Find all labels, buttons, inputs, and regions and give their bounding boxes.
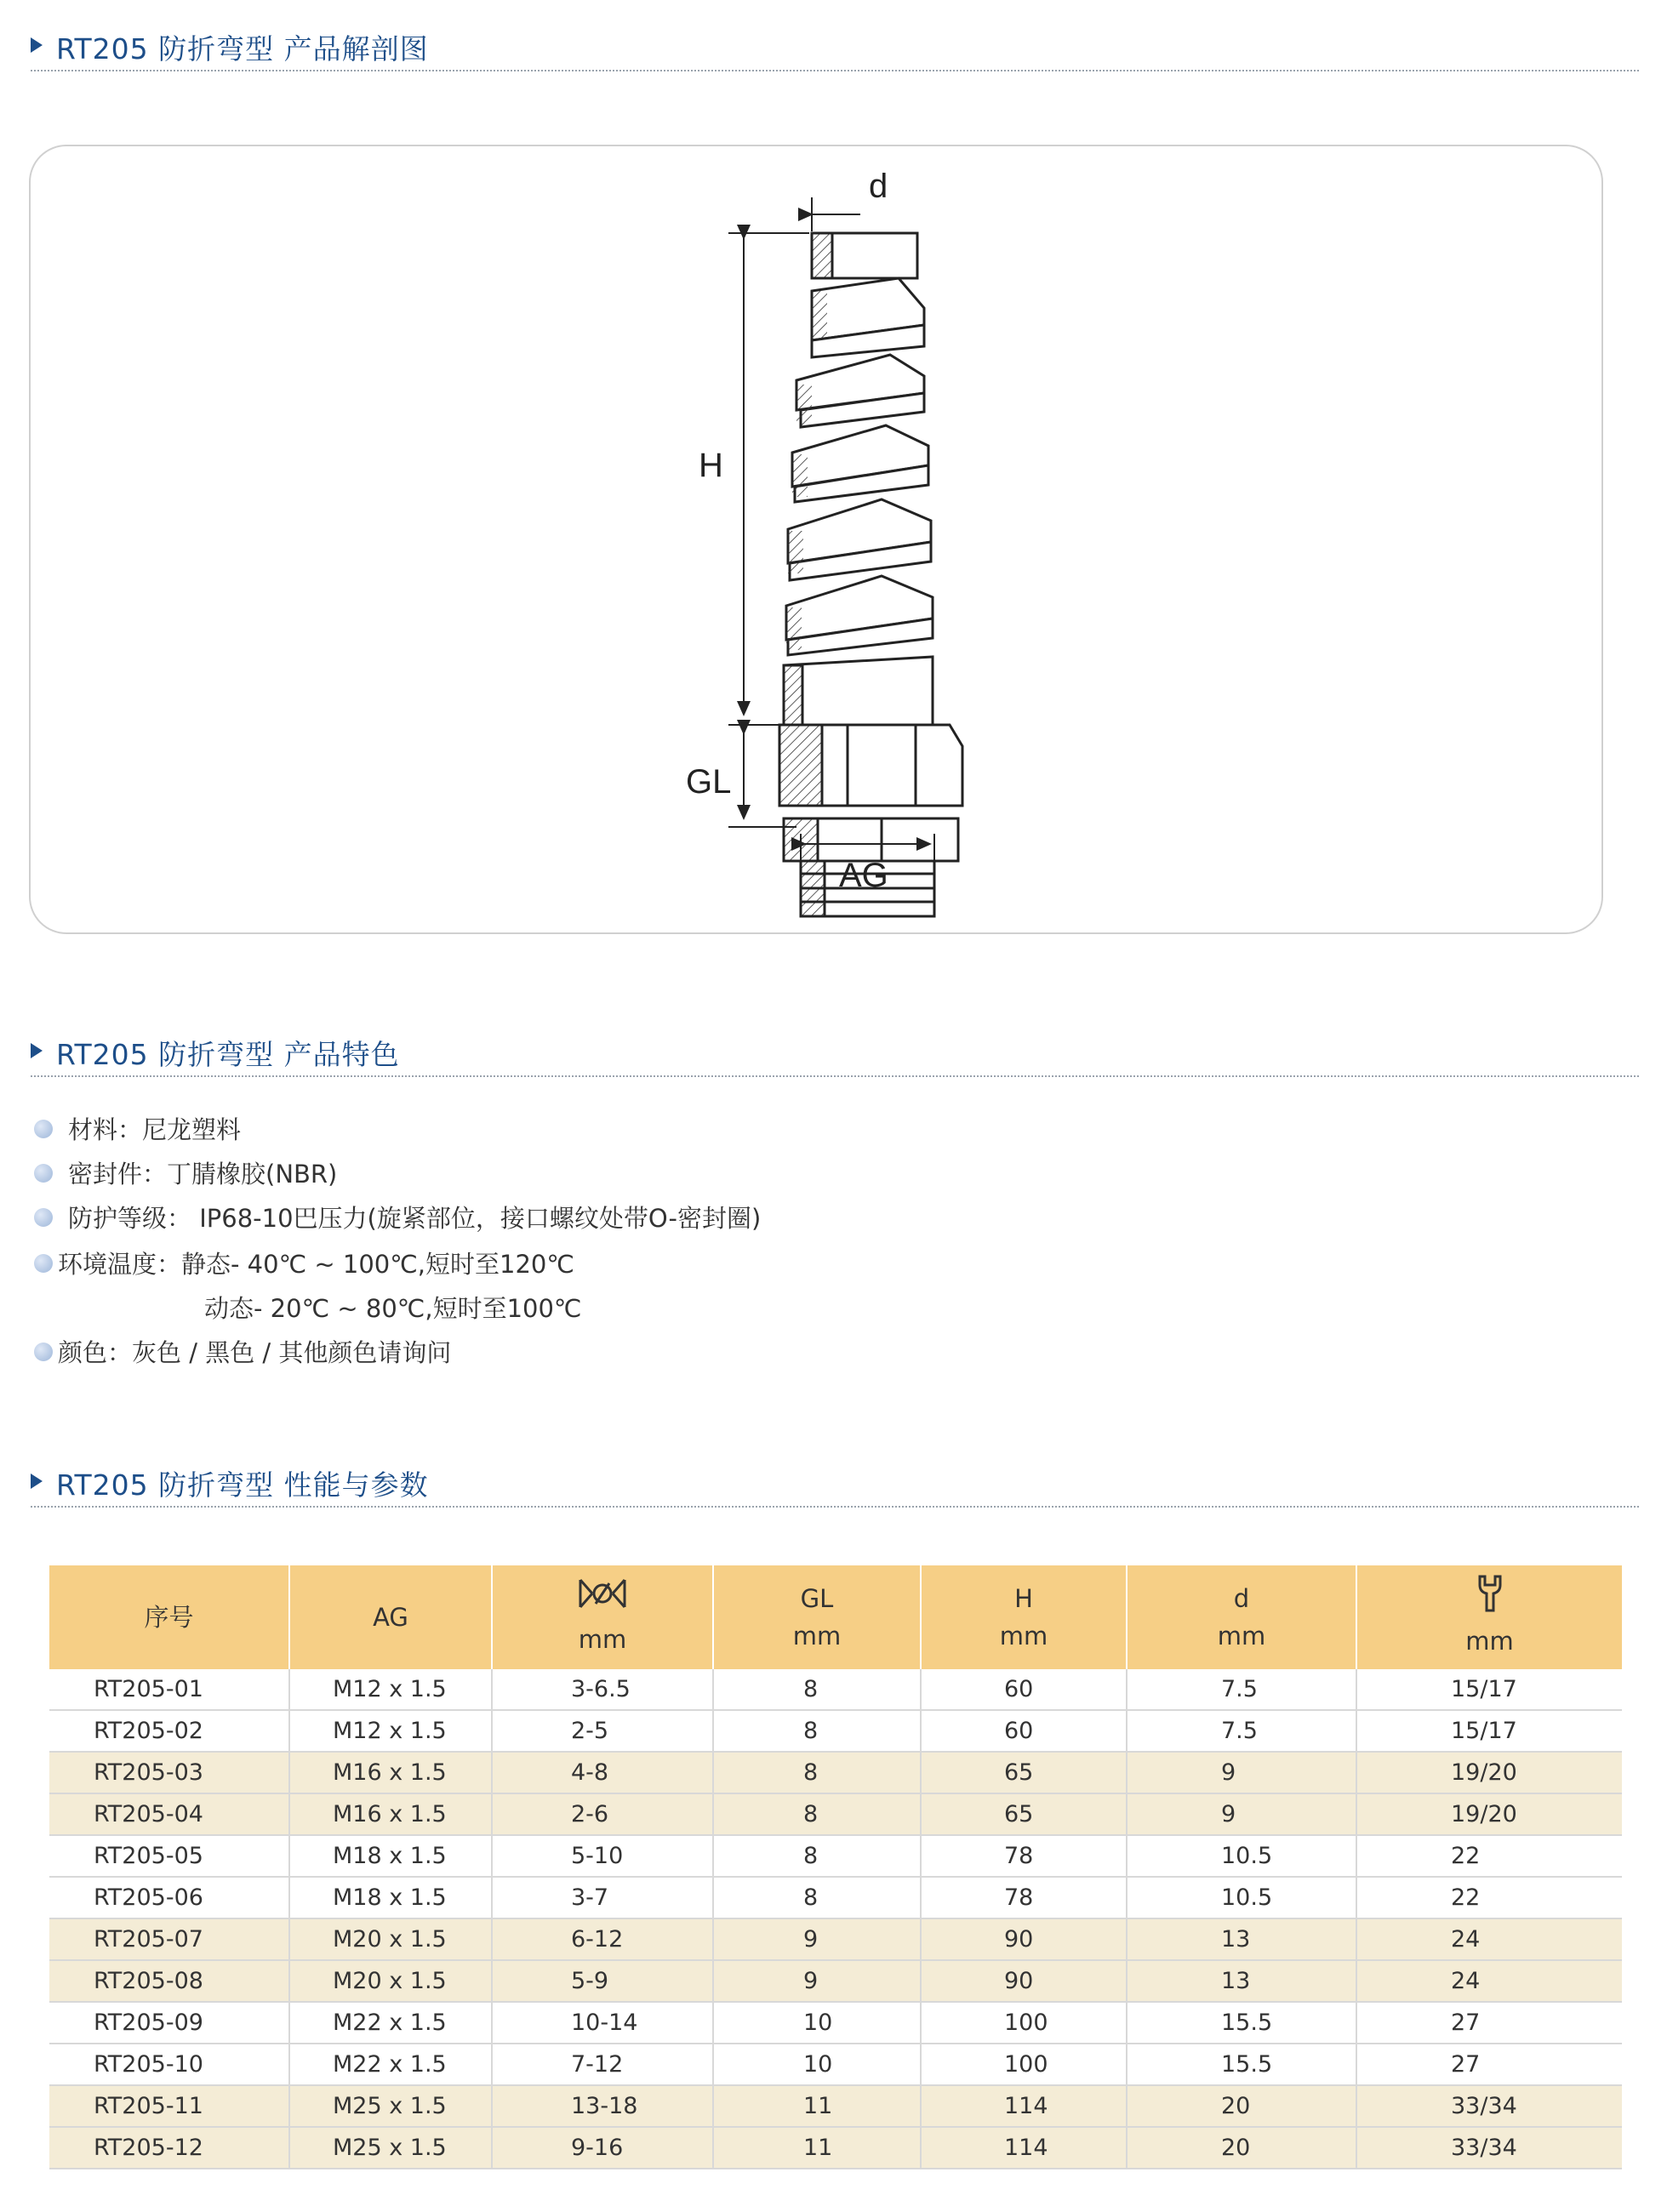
table-cell: 24: [1356, 1960, 1622, 2002]
table-cell: M25 x 1.5: [289, 2085, 492, 2127]
table-cell: 33/34: [1356, 2127, 1622, 2169]
table-row: [49, 2044, 1622, 2085]
section-title: RT205 防折弯型 性能与参数: [56, 1468, 429, 1502]
feature-text: 材料：尼龙塑料: [68, 1115, 242, 1144]
header-index: 序号: [49, 1565, 289, 1669]
table-cell: 3-7: [492, 1877, 713, 1918]
table-cell: 20: [1127, 2127, 1356, 2169]
table-row: [49, 2127, 1622, 2169]
table-cell: 8: [713, 1752, 921, 1793]
table-cell: 13: [1127, 1918, 1356, 1960]
table-cell: RT205-07: [49, 1918, 289, 1960]
header-cable-range: mm: [492, 1565, 713, 1669]
table-cell: RT205-06: [49, 1877, 289, 1918]
triangle-bullet-icon: [31, 1474, 43, 1489]
section-title: RT205 防折弯型 产品解剖图: [56, 32, 429, 66]
table-cell: 9: [713, 1918, 921, 1960]
table-cell: 9: [1127, 1793, 1356, 1835]
table-cell: 9: [713, 1960, 921, 2002]
dim-label-ag: AG: [839, 857, 888, 894]
table-cell: 8: [713, 1669, 921, 1710]
table-cell: RT205-03: [49, 1752, 289, 1793]
bullet-dot-icon: [34, 1120, 53, 1138]
table-cell: 90: [921, 1960, 1127, 2002]
table-cell: 8: [713, 1835, 921, 1877]
table-cell: 10.5: [1127, 1877, 1356, 1918]
section-header-params: [31, 1462, 1639, 1508]
table-cell: 19/20: [1356, 1752, 1622, 1793]
table-row: [49, 1835, 1622, 1877]
table-cell: 100: [921, 2044, 1127, 2085]
table-cell: 100: [921, 2002, 1127, 2044]
table-cell: 15.5: [1127, 2044, 1356, 2085]
dim-label-gl: GL: [686, 763, 732, 801]
bullet-dot-icon: [34, 1164, 53, 1183]
header-ag: AG: [289, 1565, 492, 1669]
table-cell: RT205-04: [49, 1793, 289, 1835]
table-cell: 114: [921, 2085, 1127, 2127]
dim-label-h: H: [699, 447, 723, 484]
table-cell: RT205-05: [49, 1835, 289, 1877]
table-row: [49, 1918, 1622, 1960]
table-cell: RT205-02: [49, 1710, 289, 1752]
table-cell: 24: [1356, 1918, 1622, 1960]
table-cell: 19/20: [1356, 1793, 1622, 1835]
table-cell: 27: [1356, 2044, 1622, 2085]
table-cell: 90: [921, 1918, 1127, 1960]
header-h: H mm: [921, 1565, 1127, 1669]
table-cell: 5-9: [492, 1960, 713, 2002]
table-cell: M22 x 1.5: [289, 2044, 492, 2085]
table-row: [49, 1752, 1622, 1793]
table-cell: 7-12: [492, 2044, 713, 2085]
table-row: [49, 1960, 1622, 2002]
table-cell: 11: [713, 2127, 921, 2169]
table-cell: 22: [1356, 1835, 1622, 1877]
feature-text: 环境温度：静态- 40℃ ~ 100℃,短时至120℃: [58, 1250, 574, 1279]
table-cell: 5-10: [492, 1835, 713, 1877]
table-cell: 33/34: [1356, 2085, 1622, 2127]
table-cell: 2-5: [492, 1710, 713, 1752]
table-cell: 7.5: [1127, 1669, 1356, 1710]
table-cell: RT205-08: [49, 1960, 289, 2002]
cable-range-icon: [577, 1576, 628, 1611]
table-cell: M18 x 1.5: [289, 1877, 492, 1918]
section-title: RT205 防折弯型 产品特色: [56, 1038, 400, 1071]
table-cell: 10.5: [1127, 1835, 1356, 1877]
table-row: [49, 2085, 1622, 2127]
table-cell: 22: [1356, 1877, 1622, 1918]
table-row: [49, 1710, 1622, 1752]
wrench-icon: [1475, 1575, 1505, 1612]
table-cell: 13-18: [492, 2085, 713, 2127]
header-wrench: mm: [1356, 1565, 1622, 1669]
feature-text: 动态- 20℃ ~ 80℃,短时至100℃: [204, 1294, 582, 1323]
bullet-dot-icon: [34, 1254, 53, 1273]
table-cell: 65: [921, 1793, 1127, 1835]
table-cell: M16 x 1.5: [289, 1752, 492, 1793]
bullet-dot-icon: [34, 1343, 53, 1361]
table-cell: 9-16: [492, 2127, 713, 2169]
table-cell: 4-8: [492, 1752, 713, 1793]
cable-gland-drawing: [31, 146, 1601, 932]
table-cell: 20: [1127, 2085, 1356, 2127]
section-header-anatomy: [31, 26, 1639, 71]
table-cell: M16 x 1.5: [289, 1793, 492, 1835]
table-cell: 65: [921, 1752, 1127, 1793]
feature-text: 防护等级： IP68-10巴压力(旋紧部位，接口螺纹处带O-密封圈): [68, 1204, 762, 1233]
table-cell: M20 x 1.5: [289, 1960, 492, 2002]
section-header-features: [31, 1031, 1639, 1077]
table-cell: 15.5: [1127, 2002, 1356, 2044]
table-header-row: [49, 1565, 1622, 1669]
table-cell: M25 x 1.5: [289, 2127, 492, 2169]
triangle-bullet-icon: [31, 1043, 43, 1058]
table-cell: 10: [713, 2044, 921, 2085]
table-cell: 15/17: [1356, 1710, 1622, 1752]
table-cell: 2-6: [492, 1793, 713, 1835]
dim-label-d: d: [869, 168, 888, 205]
table-cell: RT205-11: [49, 2085, 289, 2127]
table-cell: 10-14: [492, 2002, 713, 2044]
table-cell: 78: [921, 1835, 1127, 1877]
table-cell: 10: [713, 2002, 921, 2044]
table-cell: 60: [921, 1710, 1127, 1752]
table-cell: 60: [921, 1669, 1127, 1710]
table-cell: 6-12: [492, 1918, 713, 1960]
table-cell: M22 x 1.5: [289, 2002, 492, 2044]
feature-text: 密封件：丁腈橡胶(NBR): [68, 1160, 338, 1189]
table-row: [49, 1793, 1622, 1835]
table-cell: M20 x 1.5: [289, 1918, 492, 1960]
header-gl: GL mm: [713, 1565, 921, 1669]
table-cell: 78: [921, 1877, 1127, 1918]
table-cell: 11: [713, 2085, 921, 2127]
table-cell: M12 x 1.5: [289, 1710, 492, 1752]
table-cell: 8: [713, 1877, 921, 1918]
table-cell: M12 x 1.5: [289, 1669, 492, 1710]
spec-table: [49, 1565, 1622, 2169]
table-cell: 27: [1356, 2002, 1622, 2044]
table-cell: 8: [713, 1710, 921, 1752]
table-cell: 7.5: [1127, 1710, 1356, 1752]
table-cell: RT205-12: [49, 2127, 289, 2169]
table-row: [49, 1877, 1622, 1918]
product-cutaway-diagram: [29, 145, 1603, 934]
table-row: [49, 2002, 1622, 2044]
table-cell: 9: [1127, 1752, 1356, 1793]
table-cell: RT205-01: [49, 1669, 289, 1710]
table-cell: 15/17: [1356, 1669, 1622, 1710]
bullet-dot-icon: [34, 1208, 53, 1227]
table-row: [49, 1669, 1622, 1710]
triangle-bullet-icon: [31, 37, 43, 53]
table-cell: 114: [921, 2127, 1127, 2169]
table-cell: 3-6.5: [492, 1669, 713, 1710]
table-cell: M18 x 1.5: [289, 1835, 492, 1877]
table-cell: RT205-10: [49, 2044, 289, 2085]
header-d: d mm: [1127, 1565, 1356, 1669]
table-cell: 13: [1127, 1960, 1356, 2002]
feature-text: 颜色：灰色 / 黑色 / 其他颜色请询问: [58, 1338, 452, 1367]
table-cell: 8: [713, 1793, 921, 1835]
table-cell: RT205-09: [49, 2002, 289, 2044]
